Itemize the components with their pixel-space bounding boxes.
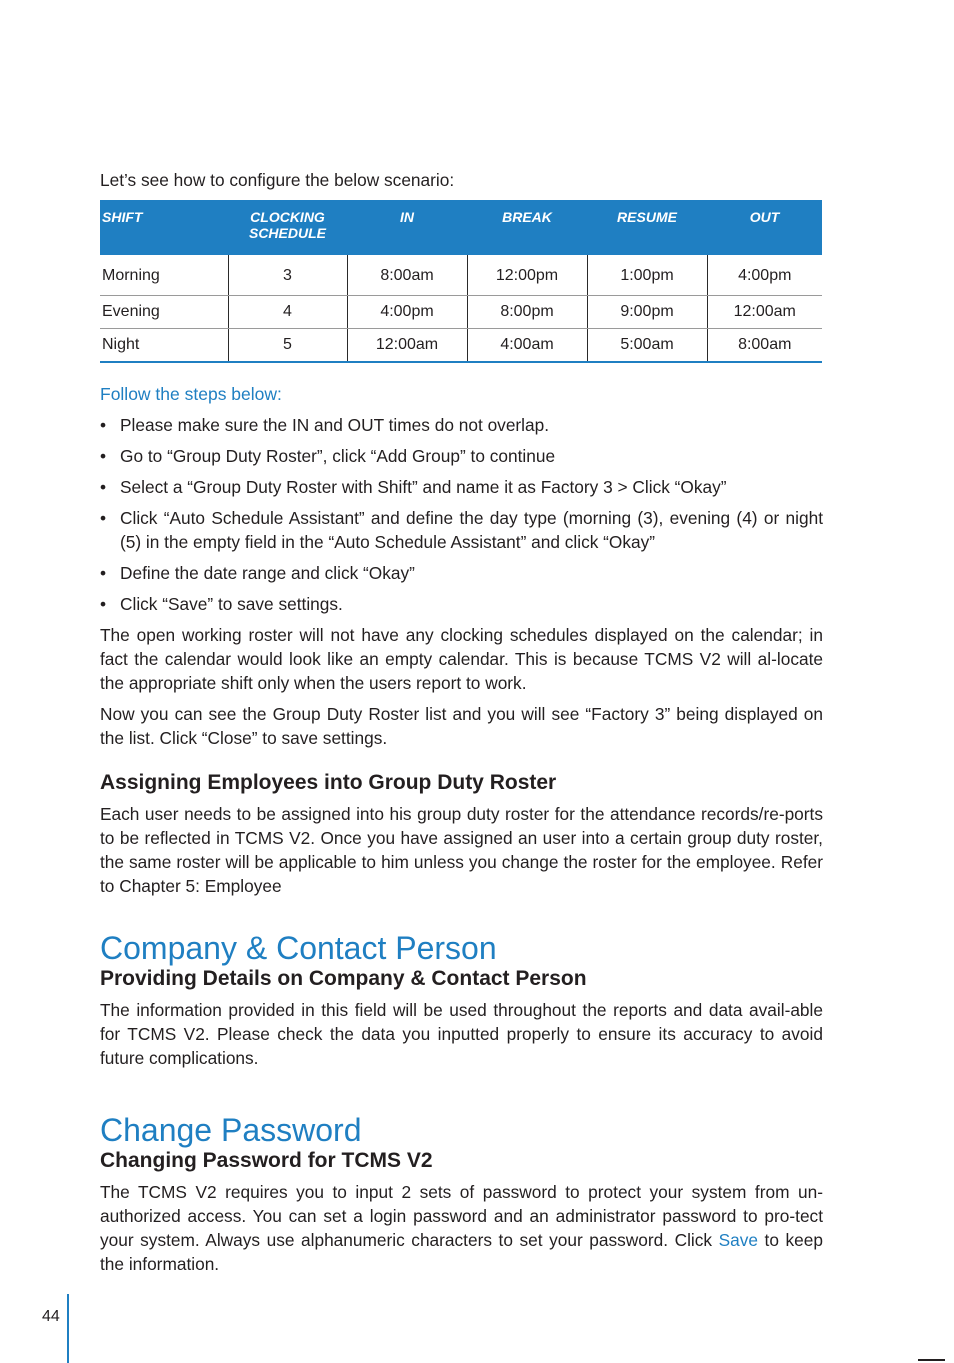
page-content <box>100 168 823 1276</box>
table-cell: Evening <box>100 296 228 329</box>
list-item <box>100 444 823 468</box>
list-item-text: Go to “Group Duty Roster”, click “Add Group” to continue <box>120 446 556 466</box>
save-link[interactable]: Save <box>718 1230 758 1250</box>
header-shift: SHIFT <box>100 200 228 255</box>
bullet-icon: • <box>100 446 107 466</box>
password-section-title: Change Password <box>100 1112 362 1148</box>
page-number: 44 <box>42 1308 60 1325</box>
header-break: BREAK <box>467 200 587 255</box>
password-text-after: to keep the information. <box>100 1230 823 1274</box>
open-roster-paragraph: The open working roster will not have any clocking schedules displayed on the calendar; in fact the calendar would look like an empty calendar. This is because TCMS V2 will al-locate the appropriate shift only when the users report to work. <box>100 625 823 693</box>
header-resume: RESUME <box>587 200 707 255</box>
table-cell: 8:00pm <box>467 296 587 329</box>
list-item-text: Click “Auto Schedule Assistant” and define the day type (morning (3), evening (4) or night (5) in the empty field in the “Auto Schedule Assistant” and click “Okay” <box>120 508 823 552</box>
list-item-text: Select a “Group Duty Roster with Shift” and name it as Factory 3 > Click “Okay” <box>120 477 727 497</box>
table-row <box>100 255 822 296</box>
bullet-icon: • <box>100 477 107 497</box>
follow-steps-heading: Follow the steps below: <box>100 384 282 404</box>
company-subheading: Providing Details on Company & Contact Person <box>100 967 587 990</box>
list-item-text: Click “Save” to save settings. <box>120 594 343 614</box>
table-row <box>100 329 822 363</box>
table-cell: 8:00am <box>707 329 822 363</box>
table-cell: 1:00pm <box>587 255 707 296</box>
table-cell: 4:00am <box>467 329 587 363</box>
table-cell: 3 <box>228 255 347 296</box>
table-cell: 4:00pm <box>347 296 467 329</box>
table-header-row <box>100 200 822 255</box>
table-cell: 8:00am <box>347 255 467 296</box>
list-item <box>100 475 823 499</box>
corner-mark <box>918 1359 945 1361</box>
header-out: OUT <box>707 200 822 255</box>
list-item <box>100 413 823 437</box>
list-item-text: Define the date range and click “Okay” <box>120 563 415 583</box>
group-list-paragraph: Now you can see the Group Duty Roster list and you will see “Factory 3” being displayed on the list. Click “Close” to save settings. <box>100 704 823 748</box>
shift-schedule-table <box>100 200 822 363</box>
assign-heading: Assigning Employees into Group Duty Roster <box>100 771 557 794</box>
table-cell: 12:00pm <box>467 255 587 296</box>
password-text-before: The TCMS V2 requires you to input 2 sets of password to protect your system from un-authorized access. You can set a login password and an administrator password to pro-tect your system. Always use alphanumeric characters to set your password. Click <box>100 1182 823 1250</box>
table-cell: 5 <box>228 329 347 363</box>
table-cell: 12:00am <box>707 296 822 329</box>
password-subheading: Changing Password for TCMS V2 <box>100 1149 433 1172</box>
table-cell: 9:00pm <box>587 296 707 329</box>
header-in: IN <box>347 200 467 255</box>
list-item-text: Please make sure the IN and OUT times do not overlap. <box>120 415 550 435</box>
page-margin-rule <box>67 1294 69 1363</box>
intro-text: Let’s see how to configure the below scenario: <box>100 170 455 190</box>
list-item <box>100 506 823 554</box>
table-cell: 4:00pm <box>707 255 822 296</box>
company-paragraph: The information provided in this field will be used throughout the reports and data avail-able for TCMS V2. Please check the data you inputted properly to ensure its accuracy to avoid future complications. <box>100 1000 823 1068</box>
list-item <box>100 561 823 585</box>
company-section-title: Company & Contact Person <box>100 930 497 966</box>
assign-paragraph: Each user needs to be assigned into his group duty roster for the attendance records/re-ports to be reflected in TCMS V2. Once you have assigned an user into a certain group duty roster, the same roster will be applicable to him unless you change the roster for the employee. Refer to Chapter 5: Employee <box>100 804 823 896</box>
table-row <box>100 296 822 329</box>
header-clocking-schedule: CLOCKING SCHEDULE <box>228 200 347 255</box>
table-cell: 5:00am <box>587 329 707 363</box>
bullet-icon: • <box>100 508 107 528</box>
bullet-icon: • <box>100 563 107 583</box>
table-cell: Morning <box>100 255 228 296</box>
bullet-icon: • <box>100 415 107 435</box>
table-cell: Night <box>100 329 228 363</box>
password-paragraph <box>100 1180 823 1276</box>
steps-list <box>100 413 823 616</box>
table-cell: 12:00am <box>347 329 467 363</box>
list-item <box>100 592 823 616</box>
bullet-icon: • <box>100 594 107 614</box>
table-cell: 4 <box>228 296 347 329</box>
